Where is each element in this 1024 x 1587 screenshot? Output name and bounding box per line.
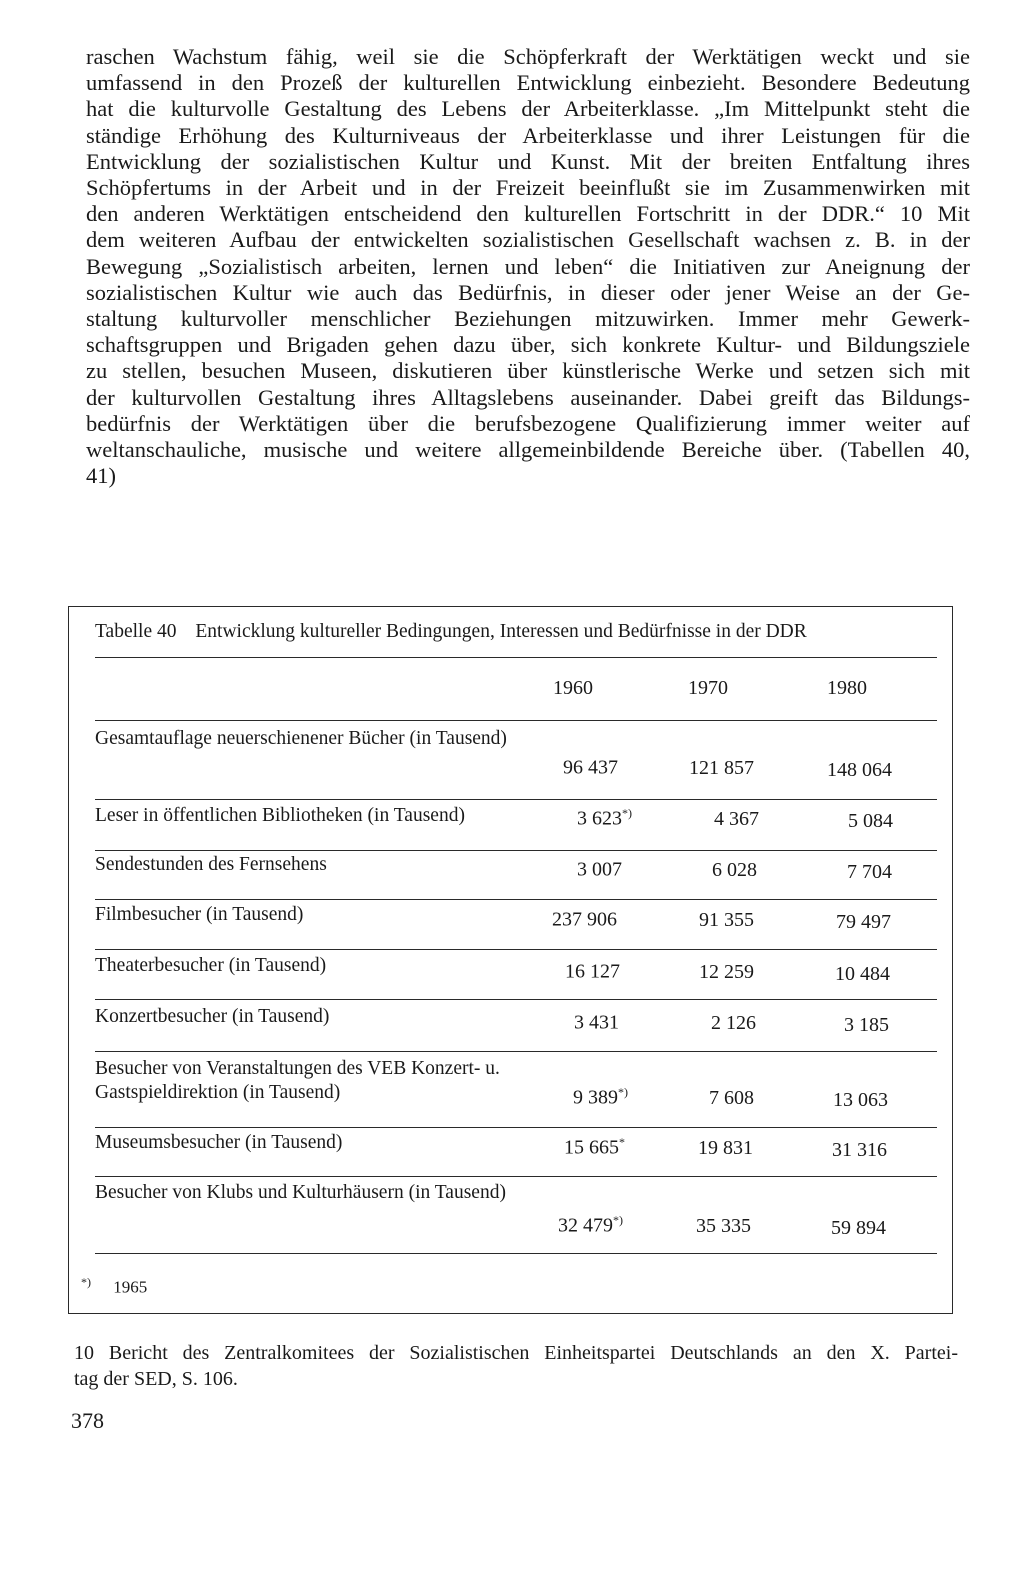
body-line: 41) xyxy=(86,463,116,489)
cell-1970: 7 608 xyxy=(709,1087,754,1109)
cell-1960: 96 437 xyxy=(563,756,618,779)
row-label: Leser in öffentlichen Bibliotheken (in Tausend) xyxy=(95,805,465,826)
body-line: schaftsgruppen und Brigaden gehen dazu über, sich konkrete Kultur- und Bildungsziele xyxy=(86,332,970,358)
row-label: Konzertbesucher (in Tausend) xyxy=(95,1006,330,1027)
page-footnote xyxy=(74,1340,958,1392)
table-rule xyxy=(95,1127,937,1128)
cell-1980: 31 316 xyxy=(832,1139,887,1161)
body-line: raschen Wachstum fähig, weil sie die Schöpferkraft der Werktätigen weckt und sie xyxy=(86,44,970,69)
body-line: sozialistischen Kultur wie auch das Bedürfnis, in dieser oder jener Weise an der Ge- xyxy=(86,279,970,305)
cell-1970: 121 857 xyxy=(689,757,754,779)
body-line: Schöpfertums in der Arbeit und in der Freizeit beeinflußt sie im Zusammenwirken mit xyxy=(86,175,970,201)
cell-1980: 3 185 xyxy=(844,1014,889,1036)
row-label: Filmbesucher (in Tausend) xyxy=(95,904,304,925)
cell-1980: 148 064 xyxy=(827,759,892,781)
cell-1980: 7 704 xyxy=(847,861,892,883)
table-rule xyxy=(95,1051,937,1052)
body-line: den anderen Werktätigen entscheidend den kulturellen Fortschritt in der DDR.“ 10 Mit xyxy=(86,201,970,227)
body-line: weltanschauliche, musische und weitere allgemeinbildende Bereiche über. (Tabellen 40, xyxy=(86,437,970,463)
table-title: Entwicklung kultureller Bedingungen, Interessen und Bedürfnisse in der DDR xyxy=(195,621,807,642)
page-number: 378 xyxy=(71,1408,104,1433)
row-label: Gesamtauflage neuerschienener Bücher (in Tausend) xyxy=(95,728,507,749)
body-line: zu stellen, besuchen Museen, diskutieren über künstlerische Werke und setzen sich mit xyxy=(86,358,970,384)
body-line: ständige Erhöhung des Kulturniveaus der Arbeiterklasse und ihrer Leistungen für die xyxy=(86,122,970,148)
row-label: Besucher von Veranstaltungen des VEB Konzert- u. Gastspieldirektion (in Tausend) xyxy=(95,1058,500,1103)
table-rule xyxy=(95,720,937,721)
column-header-1960: 1960 xyxy=(553,677,593,699)
table-rule xyxy=(95,899,937,900)
table-rule xyxy=(95,1253,937,1254)
cell-1970: 12 259 xyxy=(699,961,754,983)
row-label: Museumsbesucher (in Tausend) xyxy=(95,1132,343,1153)
table-footnote xyxy=(81,1275,147,1298)
cell-1980: 79 497 xyxy=(836,911,891,933)
row-label: Theaterbesucher (in Tausend) xyxy=(95,955,327,976)
cell-1980: 13 063 xyxy=(833,1089,888,1111)
table-rule xyxy=(95,850,937,851)
cell-1960: 9 389*) xyxy=(573,1085,628,1109)
row-label: Sendestunden des Fernsehens xyxy=(95,854,327,875)
table-number: Tabelle 40 xyxy=(95,621,177,642)
footnote-line: tag der SED, S. 106. xyxy=(74,1368,238,1390)
body-line: Entwicklung der sozialistischen Kultur und Kunst. Mit der breiten Entfaltung ihres xyxy=(86,148,970,174)
cell-1960: 3 623*) xyxy=(577,806,632,830)
cell-1960: 16 127 xyxy=(565,960,620,983)
cell-1970: 91 355 xyxy=(699,909,754,931)
table-rule xyxy=(95,657,937,658)
table-footnote-mark: *) xyxy=(81,1275,91,1289)
body-line: Bewegung „Sozialistisch arbeiten, lernen und leben“ die Initiativen zur Aneignung der xyxy=(86,253,970,279)
body-line: der kulturvollen Gestaltung ihres Alltagslebens auseinander. Dabei greift das Bildungs- xyxy=(86,384,970,410)
footnote-line: 10 Bericht des Zentralkomitees der Sozialistischen Einheitspartei Deutschlands an den X. Partei- xyxy=(74,1342,958,1364)
cell-1960: 3 431 xyxy=(574,1011,619,1034)
cell-1960: 15 665* xyxy=(564,1135,625,1159)
table-footnote-text: 1965 xyxy=(113,1277,148,1297)
body-line: hat die kulturvolle Gestaltung des Lebens der Arbeiterklasse. „Im Mittelpunkt steht die xyxy=(86,96,970,122)
cell-1970: 6 028 xyxy=(712,859,757,881)
column-header-1970: 1970 xyxy=(688,677,728,699)
cell-1970: 19 831 xyxy=(698,1137,753,1159)
body-line: umfassend in den Prozeß der kulturellen Entwicklung einbezieht. Besondere Bedeutung xyxy=(86,70,970,96)
cell-1980: 10 484 xyxy=(835,963,890,985)
table-rule xyxy=(95,949,937,950)
cell-1980: 5 084 xyxy=(848,810,893,832)
cell-1970: 35 335 xyxy=(696,1215,751,1237)
body-line: dem weiteren Aufbau der entwickelten sozialistischen Gesellschaft wachsen z. B. in der xyxy=(86,227,970,253)
table-rule xyxy=(95,799,937,800)
cell-1970: 4 367 xyxy=(714,808,759,830)
cell-1960: 3 007 xyxy=(577,858,622,881)
cell-1960: 237 906 xyxy=(552,908,617,931)
body-line: bedürfnis der Werktätigen über die berufsbezogene Qualifizierung immer weiter auf xyxy=(86,410,970,436)
table-40 xyxy=(68,606,953,1314)
cell-1970: 2 126 xyxy=(711,1012,756,1034)
table-rule xyxy=(95,999,937,1000)
cell-1980: 59 894 xyxy=(831,1217,886,1239)
table-caption xyxy=(95,621,807,643)
table-rule xyxy=(95,1176,937,1177)
row-label: Besucher von Klubs und Kulturhäusern (in Tausend) xyxy=(95,1182,506,1203)
cell-1960: 32 479*) xyxy=(558,1213,623,1237)
column-header-1980: 1980 xyxy=(827,677,867,699)
body-line: staltung kulturvoller menschlicher Beziehungen mitzuwirken. Immer mehr Gewerk- xyxy=(86,306,970,332)
body-paragraph xyxy=(86,44,970,489)
